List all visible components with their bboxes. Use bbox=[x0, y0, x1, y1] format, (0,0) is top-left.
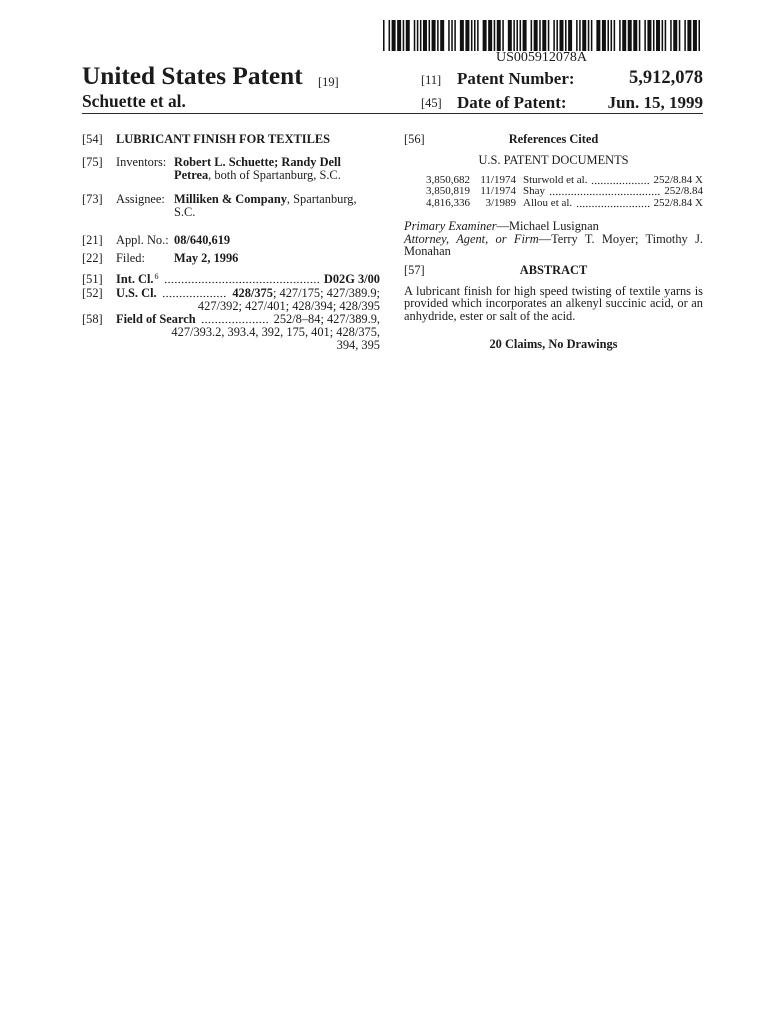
field-of-search-row bbox=[116, 313, 380, 325]
barcode-bar bbox=[591, 20, 593, 51]
inid-code-45: [45] bbox=[421, 96, 442, 110]
inid-code-56: [56] bbox=[404, 132, 425, 146]
attorney-names: Terry T. Moyer; Timothy J. Monahan bbox=[404, 231, 703, 259]
reference-class: 252/8.84 X bbox=[653, 173, 703, 186]
filed-value: May 2, 1996 bbox=[174, 251, 239, 265]
field-of-search-line3: 394, 395 bbox=[336, 338, 380, 352]
barcode-bar bbox=[596, 20, 600, 51]
barcode-bar bbox=[556, 20, 558, 51]
barcode-bar bbox=[548, 20, 550, 51]
reference-class: 252/8.84 bbox=[664, 185, 703, 197]
filed-label: Filed: bbox=[116, 251, 145, 265]
barcode-bar bbox=[483, 20, 487, 51]
inventors-label: Inventors: bbox=[116, 155, 167, 169]
inid-code-73: [73] bbox=[82, 192, 103, 206]
us-cl-row bbox=[116, 287, 380, 299]
barcode-bar bbox=[614, 20, 616, 51]
int-cl-row bbox=[116, 273, 380, 285]
barcode-bar bbox=[508, 20, 512, 51]
barcode-bar bbox=[516, 20, 518, 51]
primary-examiner-label: Primary Examiner bbox=[404, 219, 497, 233]
inid-code-57: [57] bbox=[404, 263, 425, 277]
barcode-bar bbox=[653, 20, 655, 51]
reference-row bbox=[404, 198, 703, 209]
references-heading: References Cited bbox=[508, 132, 599, 146]
inid-code-54: [54] bbox=[82, 132, 103, 146]
date-of-patent-value: Jun. 15, 1999 bbox=[607, 92, 703, 112]
assignee-state: S.C. bbox=[174, 205, 196, 219]
barcode-bar bbox=[437, 20, 439, 51]
barcode-bar bbox=[465, 20, 469, 51]
barcode-bar bbox=[687, 20, 691, 51]
reference-details bbox=[523, 198, 703, 209]
reference-number: 4,816,336 bbox=[426, 196, 470, 209]
claims-summary: 20 Claims, No Drawings bbox=[489, 337, 618, 351]
int-cl-edition: 6 bbox=[154, 271, 159, 281]
primary-examiner-name: Michael Lusignan bbox=[508, 219, 599, 233]
barcode-bar bbox=[607, 20, 609, 51]
barcode-bar bbox=[420, 20, 422, 51]
assignee-line1 bbox=[174, 193, 357, 205]
barcode-bar bbox=[513, 20, 515, 51]
reference-number: 3,850,819 bbox=[426, 185, 470, 197]
inventors-line2 bbox=[174, 169, 341, 181]
barcode-number: US005912078A bbox=[495, 50, 587, 65]
reference-row bbox=[404, 186, 703, 197]
barcode-bar bbox=[588, 20, 590, 51]
inid-code-51: [51] bbox=[82, 272, 103, 286]
barcode-bar bbox=[579, 20, 581, 51]
inid-code-11: [11] bbox=[421, 73, 442, 87]
reference-class: 252/8.84 X bbox=[653, 196, 703, 209]
barcode-bar bbox=[448, 20, 450, 51]
dot-leader bbox=[201, 313, 269, 325]
assignee-name: Milliken & Company bbox=[174, 192, 287, 206]
barcode-bar bbox=[679, 20, 681, 51]
barcode-bar bbox=[670, 20, 672, 51]
barcode-bar bbox=[389, 20, 391, 51]
barcode-bar bbox=[531, 20, 533, 51]
barcode-bar bbox=[451, 20, 453, 51]
barcode-bar bbox=[414, 20, 416, 51]
header-rule bbox=[82, 113, 703, 114]
reference-details bbox=[523, 186, 703, 197]
barcode-bar bbox=[611, 20, 613, 51]
primary-examiner bbox=[404, 220, 599, 232]
barcode-bar bbox=[542, 20, 546, 51]
barcode-bar bbox=[403, 20, 405, 51]
reference-date: 11/1974 bbox=[480, 173, 516, 186]
barcode-bar bbox=[460, 20, 464, 51]
inid-code-75: [75] bbox=[82, 155, 103, 169]
reference-date: 11/1974 bbox=[480, 185, 516, 197]
barcode-bar bbox=[454, 20, 456, 51]
barcode-bar bbox=[628, 20, 632, 51]
assignee-label: Assignee: bbox=[116, 192, 165, 206]
barcode bbox=[383, 20, 700, 51]
attorney-agent-firm bbox=[404, 233, 703, 258]
barcode-bar bbox=[662, 20, 664, 51]
appl-no-label: Appl. No.: bbox=[116, 233, 169, 247]
dot-leader bbox=[162, 287, 228, 299]
int-cl-label-group bbox=[116, 273, 159, 285]
inid-code-22: [22] bbox=[82, 251, 103, 265]
barcode-bar bbox=[582, 20, 586, 51]
attorney-label: Attorney, Agent, or Firm bbox=[404, 231, 539, 246]
us-cl-primary: 428/375 bbox=[232, 286, 273, 300]
reference-row bbox=[404, 175, 703, 186]
us-cl-values-line2: 427/392; 427/401; 428/394; 428/395 bbox=[197, 299, 380, 313]
barcode-bar bbox=[383, 20, 385, 51]
int-cl-label: Int. Cl. bbox=[116, 272, 154, 286]
barcode-bar bbox=[619, 20, 621, 51]
barcode-bar bbox=[565, 20, 567, 51]
inid-code-58: [58] bbox=[82, 312, 103, 326]
barcode-bar bbox=[440, 20, 444, 51]
us-cl-label: U.S. Cl. bbox=[116, 286, 157, 300]
barcode-bar bbox=[656, 20, 660, 51]
inventor-name-petrea: Petrea bbox=[174, 168, 209, 182]
barcode-bar bbox=[471, 20, 473, 51]
dot-leader bbox=[576, 198, 649, 209]
barcode-bar bbox=[497, 20, 501, 51]
patent-number-label: Patent Number: bbox=[457, 68, 575, 88]
field-of-search-label: Field of Search bbox=[116, 312, 196, 326]
us-cl-values-line1 bbox=[232, 287, 380, 299]
barcode-bar bbox=[392, 20, 396, 51]
us-cl-secondary: ; 427/175; 427/389.9; bbox=[272, 286, 380, 300]
inventors-residence: , both of Spartanburg, S.C. bbox=[208, 168, 341, 182]
barcode-bar bbox=[559, 20, 563, 51]
barcode-bar bbox=[602, 20, 606, 51]
barcode-bar bbox=[474, 20, 476, 51]
barcode-bar bbox=[647, 20, 651, 51]
barcode-bar bbox=[488, 20, 492, 51]
appl-no-value: 08/640,619 bbox=[174, 233, 231, 247]
primary-examiner-separator: — bbox=[496, 219, 509, 233]
barcode-bar bbox=[693, 20, 697, 51]
reference-name: Sturwold et al. bbox=[523, 173, 588, 186]
inid-code-19: [19] bbox=[318, 75, 339, 89]
reference-details bbox=[523, 175, 703, 186]
barcode-bar bbox=[622, 20, 626, 51]
barcode-bar bbox=[576, 20, 578, 51]
barcode-bar bbox=[523, 20, 527, 51]
barcode-bar bbox=[429, 20, 431, 51]
barcode-bar bbox=[494, 20, 496, 51]
barcode-bar bbox=[406, 20, 410, 51]
barcode-bar bbox=[684, 20, 686, 51]
references-subheading: U.S. PATENT DOCUMENTS bbox=[478, 153, 629, 167]
dot-leader bbox=[591, 175, 649, 186]
barcode-bar bbox=[477, 20, 479, 51]
barcode-bar bbox=[633, 20, 637, 51]
inid-code-52: [52] bbox=[82, 286, 103, 300]
barcode-bar bbox=[397, 20, 401, 51]
field-of-search-line1: 252/8–84; 427/389.9, bbox=[273, 312, 380, 326]
barcode-bar bbox=[639, 20, 641, 51]
reference-name: Shay bbox=[523, 185, 545, 197]
barcode-bar bbox=[698, 20, 700, 51]
barcode-bar bbox=[568, 20, 572, 51]
field-of-search-line2: 427/393.2, 393.4, 392, 175, 401; 428/375, bbox=[171, 325, 380, 339]
barcode-bar bbox=[520, 20, 522, 51]
barcode-bar bbox=[539, 20, 541, 51]
barcode-bar bbox=[432, 20, 436, 51]
document-type-title: United States Patent bbox=[82, 62, 303, 90]
patent-number-value: 5,912,078 bbox=[629, 67, 703, 88]
date-of-patent-label: Date of Patent: bbox=[457, 92, 567, 112]
barcode-bar bbox=[502, 20, 504, 51]
attorney-separator: — bbox=[538, 231, 552, 246]
barcode-bar bbox=[553, 20, 555, 51]
invention-title: LUBRICANT FINISH FOR TEXTILES bbox=[116, 132, 331, 146]
reference-number: 3,850,682 bbox=[426, 173, 470, 186]
barcode-bar bbox=[417, 20, 419, 51]
inid-code-21: [21] bbox=[82, 233, 103, 247]
reference-date: 3/1989 bbox=[485, 196, 516, 209]
barcode-bar bbox=[644, 20, 646, 51]
reference-name: Allou et al. bbox=[523, 196, 573, 209]
dot-leader bbox=[164, 273, 319, 285]
barcode-bar bbox=[665, 20, 667, 51]
inventors-names-line1: Robert L. Schuette; Randy Dell bbox=[174, 155, 341, 169]
barcode-bar bbox=[423, 20, 427, 51]
first-inventor-et-al: Schuette et al. bbox=[82, 90, 186, 111]
barcode-bar bbox=[534, 20, 538, 51]
abstract-heading: ABSTRACT bbox=[519, 263, 588, 277]
abstract-text: A lubricant finish for high speed twisting of textile yarns is provided which incorporates an alkenyl succinic acid, or an anhydride, ester or salt of the acid. bbox=[404, 283, 703, 323]
assignee-city: , Spartanburg, bbox=[286, 192, 357, 206]
int-cl-value: D02G 3/00 bbox=[323, 272, 380, 286]
dot-leader bbox=[549, 186, 660, 197]
barcode-bar bbox=[673, 20, 677, 51]
